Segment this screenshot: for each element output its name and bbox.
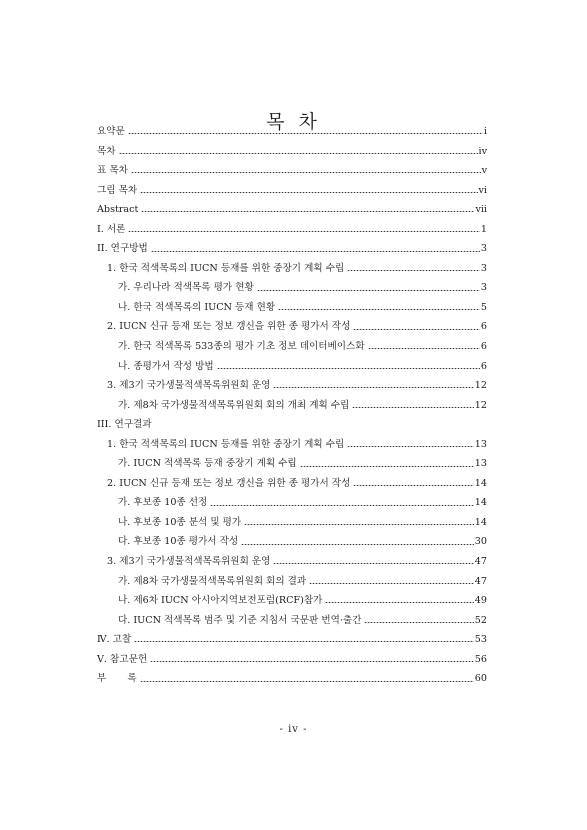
toc-entry-page: 3 [480,262,487,274]
toc-entry[interactable] [0,122,587,142]
dot-leader [325,602,473,603]
toc-entry-title: 가. IUCN 적색목록 등재 중장기 계획 수립 [118,458,297,470]
toc-entry-page: 56 [474,653,487,665]
toc-entry-page: 49 [474,595,487,607]
toc-entry-page: 14 [474,477,487,489]
toc-entry-title: 부 록 [97,673,137,685]
toc-entry[interactable] [0,493,587,513]
toc-entry[interactable] [0,552,587,572]
dot-leader [140,681,474,682]
toc-entry-title: 나. 제6차 IUCN 아시아지역보전포럼(RCF)참가 [118,595,323,607]
dot-leader [368,348,480,349]
dot-leader [141,211,474,212]
dot-leader [210,505,474,506]
toc-entry[interactable] [0,396,587,416]
dot-leader [134,641,474,642]
toc-entry-title: III. 연구결과 [97,419,152,431]
toc-entry-page: 30 [474,536,487,548]
toc-entry-title: 1. 한국 적색목록의 IUCN 등재를 위한 중장기 계획 수립 [107,438,345,450]
toc-entry-page: 52 [474,614,487,626]
dot-leader [309,583,474,584]
table-of-contents [0,122,587,689]
toc-entry[interactable] [0,572,587,592]
toc-entry[interactable] [0,357,587,377]
toc-entry-title: 요약문 [97,126,125,137]
toc-entry[interactable] [0,454,587,474]
dot-leader [128,231,479,232]
dot-leader [278,309,480,310]
page-number-footer: - iv - [279,724,308,735]
toc-entry[interactable] [0,591,587,611]
toc-entry-page: 1 [480,223,487,235]
toc-entry-page: 14 [474,516,487,528]
toc-entry-title: 나. 종평가서 작성 방법 [118,360,214,372]
dot-leader [257,290,480,291]
page-title: 목 차 [266,110,321,133]
dot-leader [150,661,474,662]
toc-entry-page: 60 [474,673,487,685]
toc-entry-page: 14 [474,497,487,509]
dot-leader [140,192,477,193]
toc-entry[interactable] [0,298,587,318]
toc-entry[interactable] [0,337,587,357]
dot-leader [244,524,474,525]
toc-entry-title: II. 연구방법 [97,243,148,255]
toc-entry-title: 가. 우리나라 적색목록 평가 현황 [118,282,254,294]
dot-leader [347,446,474,447]
toc-entry-title: 2. IUCN 신규 등재 또는 정보 갱신을 위한 종 평가서 작성 [107,321,351,333]
toc-entry[interactable] [0,474,587,494]
toc-entry-title: 나. 한국 적색목록의 IUCN 등재 현황 [118,301,276,313]
toc-entry[interactable] [0,611,587,631]
toc-entry[interactable] [0,278,587,298]
dot-leader [128,133,483,134]
toc-entry[interactable] [0,259,587,279]
toc-entry-page: 3 [480,282,487,294]
toc-entry-title: 다. IUCN 적색목록 범주 및 기준 지침서 국문판 번역·출간 [118,614,362,626]
toc-entry-page: 13 [474,458,487,470]
dot-leader [347,270,480,271]
toc-entry[interactable] [0,142,587,162]
toc-entry-title: Ⅴ. 참고문헌 [97,653,148,665]
toc-entry-page: 47 [474,556,487,568]
toc-entry[interactable] [0,435,587,455]
dot-leader [353,329,480,330]
dot-leader [217,368,480,369]
toc-entry-title: 가. 제8차 국가생물적색목록위원회 회의 결과 [118,575,307,587]
toc-entry[interactable] [0,532,587,552]
dot-leader [131,172,481,173]
toc-entry-page: 5 [480,301,487,313]
toc-entry-page: i [483,126,487,137]
toc-entry[interactable] [0,317,587,337]
dot-leader [353,485,473,486]
dot-leader [241,544,474,545]
dot-leader [119,153,478,154]
toc-entry-title: 다. 후보종 10종 평가서 작성 [118,536,239,548]
toc-entry-page: v [481,165,487,177]
toc-entry-title: 1. 한국 적색목록의 IUCN 등재를 위한 중장기 계획 수립 [107,262,345,274]
toc-entry-page: 53 [474,634,487,646]
toc-entry-page: 47 [474,575,487,587]
toc-entry[interactable] [0,415,587,435]
toc-entry-title: 표 목차 [97,165,128,177]
toc-entry-title: 3. 제3기 국가생물적색목록위원회 운영 [107,380,271,392]
toc-entry[interactable] [0,650,587,670]
toc-entry[interactable] [0,630,587,650]
toc-entry-page: 12 [474,399,487,411]
toc-entry-title: 2. IUCN 신규 등재 또는 정보 갱신을 위한 종 평가서 작성 [107,477,351,489]
dot-leader [273,387,473,388]
toc-entry-title: Ⅳ. 고찰 [97,634,132,646]
toc-entry-title: 그림 목차 [97,184,138,196]
toc-entry[interactable] [0,161,587,181]
toc-entry-title: 목차 [97,145,116,157]
toc-entry[interactable] [0,376,587,396]
toc-entry-title: 나. 후보종 10종 분석 및 평가 [118,516,242,528]
toc-entry[interactable] [0,220,587,240]
toc-entry-title: 가. 제8차 국가생물적색목록위원회 회의 개최 계획 수립 [118,399,350,411]
toc-entry-page: vii [475,204,487,216]
toc-entry-title: 3. 제3기 국가생물적색목록위원회 운영 [107,556,271,568]
toc-entry-page: 6 [480,341,487,353]
dot-leader [352,407,473,408]
dot-leader [364,622,473,623]
toc-entry[interactable] [0,513,587,533]
dot-leader [151,251,480,252]
toc-entry-title: 가. 후보종 10종 선정 [118,497,208,509]
toc-entry-page: 13 [474,438,487,450]
toc-entry-page: vi [478,184,487,196]
toc-entry-page: iv [478,145,487,157]
dot-leader [273,563,473,564]
toc-entry-page: 6 [480,321,487,333]
toc-entry-title: I. 서론 [97,223,126,235]
toc-entry[interactable] [0,669,587,689]
toc-entry-title: Abstract [97,204,139,216]
toc-entry-page: 12 [474,380,487,392]
toc-entry[interactable] [0,239,587,259]
toc-entry-title: 가. 한국 적색목록 533종의 평가 기초 정보 데이터베이스화 [118,341,365,353]
toc-entry-page: 6 [480,360,487,372]
toc-entry-page: 3 [480,243,487,255]
dot-leader [300,466,474,467]
toc-entry[interactable] [0,200,587,220]
toc-entry[interactable] [0,181,587,201]
